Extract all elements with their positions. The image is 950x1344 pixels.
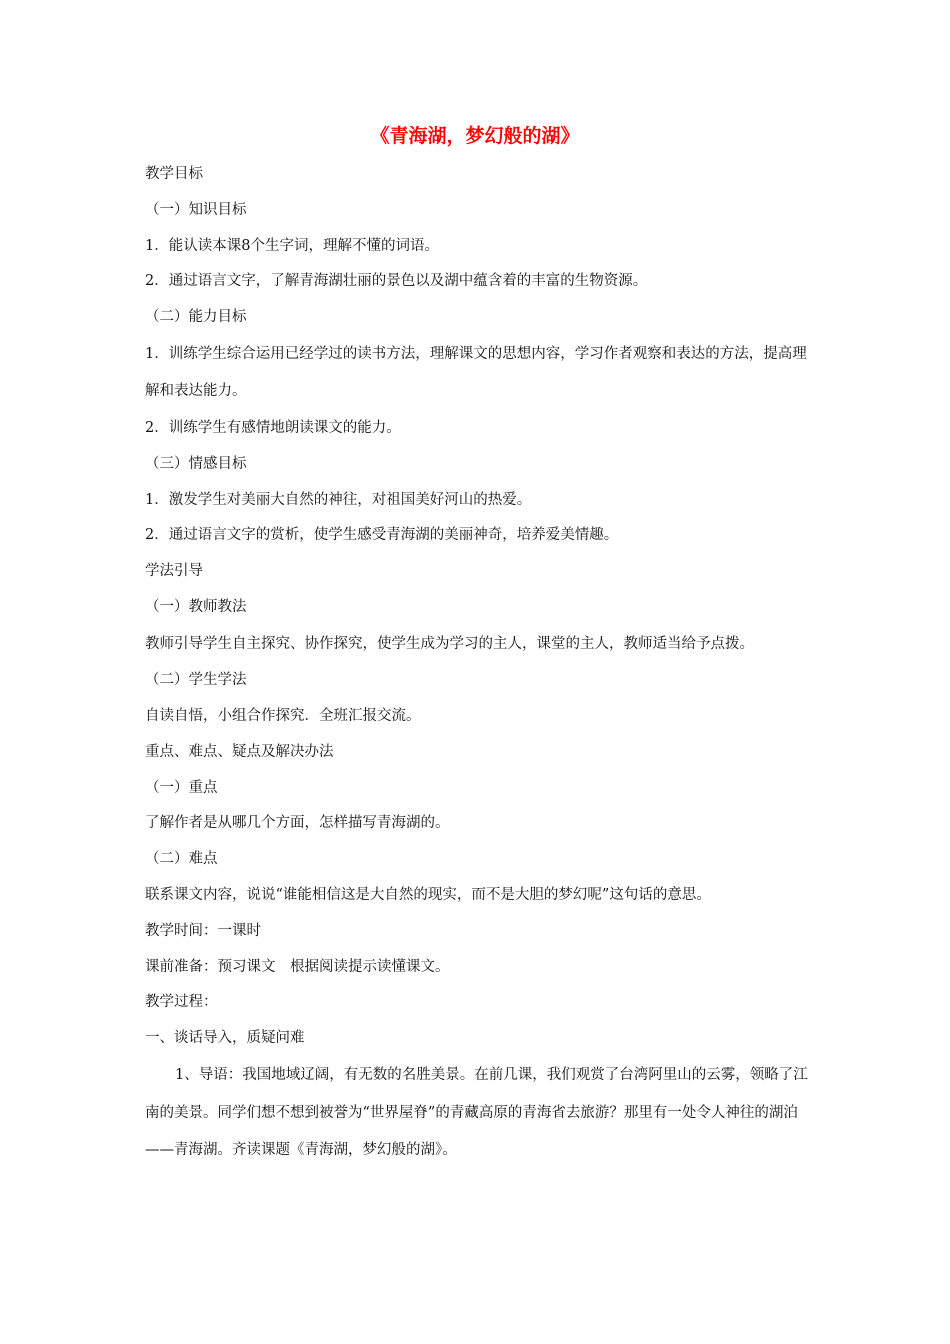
subheading-introduction: 一、谈话导入，质疑问难	[145, 1030, 305, 1047]
section-heading-learning-guidance: 学法引导	[145, 563, 203, 580]
list-item: 2．训练学生有感情地朗读课文的能力。	[145, 419, 401, 436]
paragraph: 了解作者是从哪几个方面，怎样描写青海湖的。	[145, 815, 450, 832]
subheading-emotion-goals: （三）情感目标	[145, 455, 247, 472]
list-item: 1．训练学生综合运用已经学过的读书方法，理解课文的思想内容，学习作者观察和表达的方法，提高理解和表达能力。	[145, 345, 807, 400]
section-heading-teaching-process: 教学过程：	[145, 994, 218, 1011]
paragraph: 联系课文内容，说说“谁能相信这是大自然的现实，而不是大胆的梦幻呢”这句话的意思。	[145, 887, 711, 904]
list-item: 1．激发学生对美丽大自然的神往，对祖国美好河山的热爱。	[145, 491, 532, 508]
subheading-knowledge-goals: （一）知识目标	[145, 201, 247, 218]
subheading-teacher-method: （一）教师教法	[145, 598, 247, 615]
list-item: 2．通过语言文字，了解青海湖壮丽的景色以及湖中蕴含着的丰富的生物资源。	[145, 273, 648, 290]
document-title: 《青海湖，梦幻般的湖》	[370, 125, 580, 147]
section-heading-key-points: 重点、难点、疑点及解决办法	[145, 743, 334, 760]
subheading-ability-goals: （二）能力目标	[145, 309, 247, 326]
section-heading-teaching-goals: 教学目标	[145, 166, 203, 182]
subheading-student-method: （二）学生学法	[145, 672, 247, 689]
teaching-time: 教学时间：一课时	[145, 922, 261, 939]
list-item: 2．通过语言文字的赏析，使学生感受青海湖的美丽神奇，培养爱美情趣。	[145, 527, 619, 544]
subheading-key-point: （一）重点	[145, 779, 218, 796]
paragraph: 1、导语：我国地域辽阔，有无数的名胜美景。在前几课，我们观赏了台湾阿里山的云雾，领略了江南的美景。同学们想不想到被誉为“世界屋脊”的青藏高原的青海省去旅游？那里有一处令人神往的湖泊——青海湖。齐读课题《青海湖，梦幻般的湖》。	[145, 1067, 808, 1159]
document-body	[145, 157, 810, 1170]
paragraph: 教师引导学生自主探究、协作探究，使学生成为学习的主人，课堂的主人，教师适当给予点拨。	[145, 635, 754, 652]
preparation: 课前准备：预习课文 根据阅读提示读懂课文。	[145, 958, 450, 975]
paragraph: 自读自悟，小组合作探究．全班汇报交流。	[145, 708, 421, 725]
list-item: 1．能认读本课8个生字词，理解不懂的词语。	[145, 237, 439, 254]
subheading-difficulty: （二）难点	[145, 851, 218, 868]
